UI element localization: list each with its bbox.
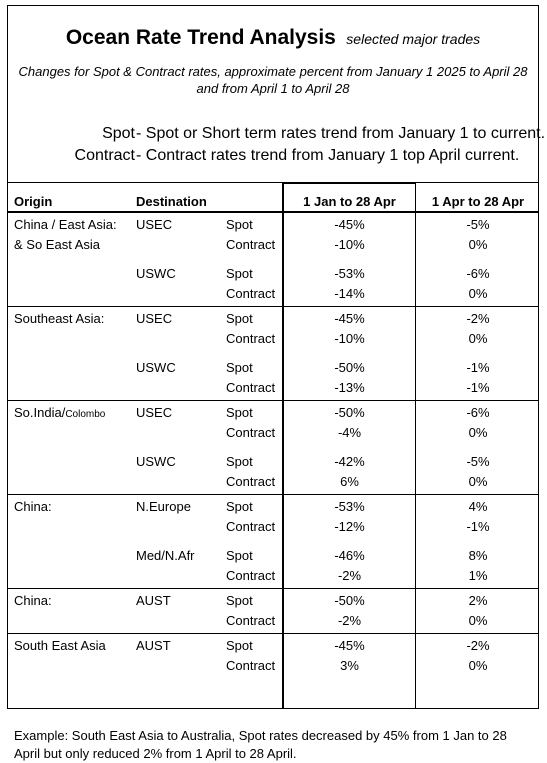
destination-label: N.Europe xyxy=(136,499,191,514)
legend-term: Spot xyxy=(102,125,135,142)
page-title: Ocean Rate Trend Analysis xyxy=(65,26,336,49)
value-jan-apr: -50% xyxy=(334,405,365,420)
value-apr: 4% xyxy=(468,499,488,514)
origin-label-main: So.India/ xyxy=(14,405,66,420)
rate-type: Contract xyxy=(226,236,276,252)
legend-contract xyxy=(8,147,547,165)
group-divider xyxy=(8,306,538,307)
description-line-2: and from April 1 to April 28 xyxy=(196,81,350,96)
group-divider xyxy=(8,588,538,589)
rate-type: Contract xyxy=(226,424,276,440)
destination-label: USWC xyxy=(136,266,176,281)
rate-type: Contract xyxy=(226,285,276,301)
value-jan-apr: 3% xyxy=(340,657,359,673)
description-line-1: Changes for Spot & Contract rates, approximate percent from January 1 2025 to April 28 xyxy=(18,64,528,79)
value-jan-apr: -45% xyxy=(334,638,365,653)
rate-type: Spot xyxy=(226,405,253,420)
column-rule-apr xyxy=(415,182,416,708)
destination-label: AUST xyxy=(136,638,171,653)
rate-type: Spot xyxy=(226,638,253,653)
rate-type: Contract xyxy=(226,612,276,628)
value-apr: 0% xyxy=(468,285,488,301)
rate-type: Contract xyxy=(226,379,276,395)
rate-type: Spot xyxy=(226,266,253,281)
value-jan-apr: -46% xyxy=(334,548,365,563)
value-apr: -2% xyxy=(466,311,490,326)
value-apr: -1% xyxy=(466,360,490,375)
legend-definition: - Contract rates trend from January 1 top April current. xyxy=(136,147,520,164)
title-row xyxy=(8,26,538,50)
group-divider xyxy=(8,400,538,401)
rate-type: Contract xyxy=(226,330,276,346)
destination-label: USEC xyxy=(136,217,173,232)
origin-label: China: xyxy=(14,593,52,608)
value-jan-apr: -2% xyxy=(337,567,362,583)
value-apr: 0% xyxy=(468,473,488,489)
table-top-rule xyxy=(8,182,538,183)
rate-type: Spot xyxy=(226,360,253,375)
column-header-jan-apr: 1 Jan to 28 Apr xyxy=(303,194,396,209)
rate-type: Spot xyxy=(226,311,253,326)
value-jan-apr: -53% xyxy=(334,499,365,514)
value-apr: -6% xyxy=(466,266,490,281)
destination-label: USWC xyxy=(136,454,176,469)
value-apr: 0% xyxy=(468,330,488,346)
value-jan-apr: -50% xyxy=(334,360,365,375)
value-jan-apr: -50% xyxy=(334,593,365,608)
group-divider xyxy=(8,494,538,495)
header-rule xyxy=(8,211,538,213)
column-header-origin: Origin xyxy=(14,194,53,209)
value-jan-apr: 6% xyxy=(340,473,359,489)
rate-type: Contract xyxy=(226,518,276,534)
origin-label: South East Asia xyxy=(14,638,106,653)
destination-label: AUST xyxy=(136,593,171,608)
origin-label-sub: Colombo xyxy=(65,409,106,420)
rate-type: Spot xyxy=(226,217,253,232)
rate-type: Spot xyxy=(226,454,253,469)
report-frame xyxy=(7,5,546,709)
rate-type: Spot xyxy=(226,499,253,514)
value-apr: -1% xyxy=(466,379,490,395)
legend-definition: - Spot or Short term rates trend from January 1 to current. xyxy=(136,125,546,142)
value-apr: 0% xyxy=(468,657,488,673)
value-apr: 8% xyxy=(468,548,488,563)
value-jan-apr: -13% xyxy=(334,379,365,395)
origin-label: & So East Asia xyxy=(14,236,100,252)
destination-label: USEC xyxy=(136,311,173,326)
column-header-apr: 1 Apr to 28 Apr xyxy=(431,194,525,209)
value-jan-apr: -10% xyxy=(334,236,365,252)
value-jan-apr: -12% xyxy=(334,518,365,534)
value-jan-apr: -53% xyxy=(334,266,365,281)
rate-type: Spot xyxy=(226,593,253,608)
legend-spot xyxy=(8,125,547,143)
rate-type: Spot xyxy=(226,548,253,563)
value-jan-apr: -14% xyxy=(334,285,365,301)
value-apr: -2% xyxy=(466,638,490,653)
destination-label: USWC xyxy=(136,360,176,375)
group-divider xyxy=(8,633,538,634)
origin-label: China / East Asia: xyxy=(14,217,117,232)
value-jan-apr: -4% xyxy=(337,424,362,440)
value-jan-apr: -2% xyxy=(337,612,362,628)
rate-type: Contract xyxy=(226,567,276,583)
footnote: Example: South East Asia to Australia, Spot rates decreased by 45% from 1 Jan to 28 April but only reduced 2% from 1 April to 28 April. xyxy=(14,728,507,761)
value-apr: -1% xyxy=(466,518,490,534)
rate-type: Contract xyxy=(226,473,276,489)
value-apr: -6% xyxy=(466,405,490,420)
value-apr: 1% xyxy=(468,567,488,583)
origin-label: Southeast Asia: xyxy=(14,311,105,326)
value-apr: -5% xyxy=(466,217,490,232)
value-apr: 0% xyxy=(468,236,488,252)
column-header-destination: Destination xyxy=(136,194,207,209)
value-apr: 0% xyxy=(468,424,488,440)
value-apr: 0% xyxy=(468,612,488,628)
destination-label: USEC xyxy=(136,405,173,420)
origin-label: China: xyxy=(14,499,52,514)
origin-label xyxy=(14,404,105,423)
value-jan-apr: -45% xyxy=(334,217,365,232)
value-apr: -5% xyxy=(466,454,490,469)
value-jan-apr: -42% xyxy=(334,454,365,469)
value-apr: 2% xyxy=(468,593,488,608)
legend-term: Contract xyxy=(74,147,135,164)
rate-type: Contract xyxy=(226,657,276,673)
value-jan-apr: -45% xyxy=(334,311,365,326)
column-rule-jan xyxy=(282,182,284,708)
destination-label: Med/N.Afr xyxy=(136,548,195,563)
page-subtitle: selected major trades xyxy=(346,31,481,47)
value-jan-apr: -10% xyxy=(334,330,365,346)
